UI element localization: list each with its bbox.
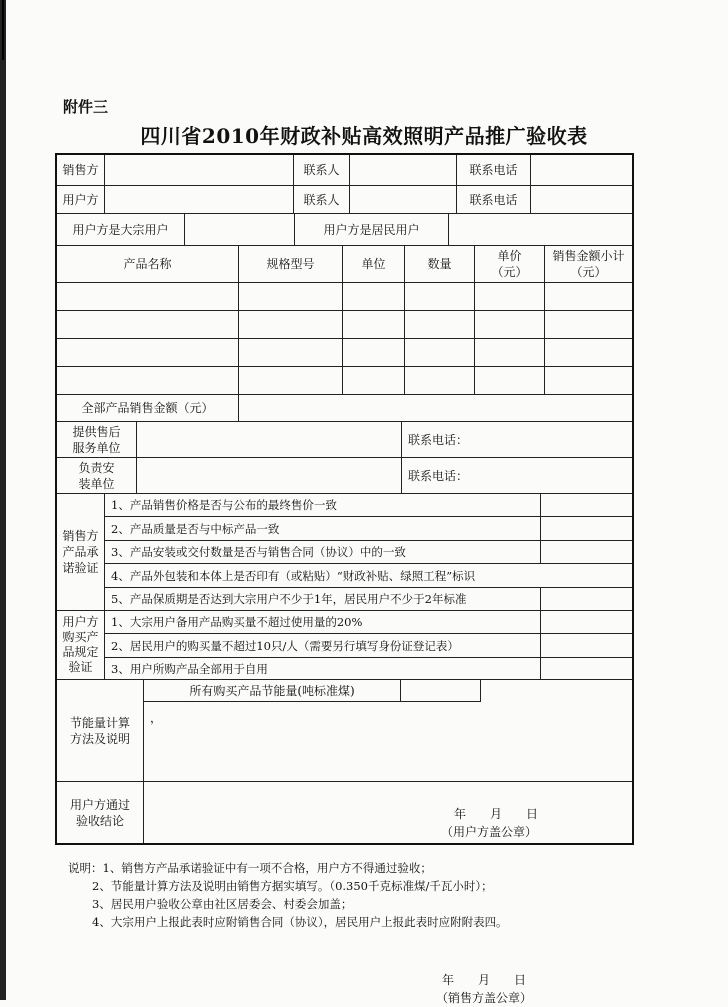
header-subtotal: 销售金额小计 （元）	[545, 246, 632, 283]
product-cell[interactable]	[57, 339, 239, 367]
seller-signature	[436, 971, 532, 1007]
header-price: 单价 （元）	[475, 246, 545, 283]
note-item: 2、节能量计算方法及说明由销售方据实填写。（0.350千克标准煤/千瓦小时）；	[92, 879, 493, 893]
product-cell[interactable]	[405, 367, 475, 395]
conclusion-stamp: （用户方盖公章）	[441, 825, 538, 839]
buyer-contact-label: 联系人	[294, 186, 350, 214]
scan-edge	[0, 0, 6, 1000]
product-cell[interactable]	[343, 311, 405, 339]
conclusion-label: 用户方通过 验收结论	[57, 782, 144, 843]
conclusion-date: 年 月 日	[454, 807, 539, 821]
product-cell[interactable]	[475, 283, 545, 311]
total-amount-label: 全部产品销售金额（元）	[57, 395, 239, 422]
header-unit: 单位	[343, 246, 405, 283]
annex-label: 附件三	[63, 98, 109, 116]
seller-verify-check[interactable]	[541, 541, 632, 564]
product-cell[interactable]	[343, 367, 405, 395]
conclusion-field[interactable]	[144, 782, 632, 843]
buyer-verify-item: 3、用户所购产品全部用于自用	[105, 658, 541, 680]
buyer-verify-label: 用户方 购买产 品规定 验证	[57, 611, 105, 680]
service-unit-label: 提供售后 服务单位	[57, 422, 137, 458]
total-amount-field[interactable]	[239, 395, 632, 422]
service-unit-field[interactable]	[137, 422, 402, 458]
seller-phone-label: 联系电话	[457, 155, 531, 186]
seller-label: 销售方	[57, 155, 105, 186]
product-cell[interactable]	[239, 311, 343, 339]
seller-sign-date: 年 月 日	[442, 973, 527, 987]
buyer-verify-item: 2、居民用户的购买量不超过10只/人（需要另行填写身份证登记表）	[105, 634, 541, 658]
header-qty: 数量	[405, 246, 475, 283]
product-cell[interactable]	[405, 339, 475, 367]
buyer-phone-label: 联系电话	[457, 186, 531, 214]
seller-verify-item: 4、产品外包装和本体上是否印有（或粘贴）“财政补贴、绿照工程”标识	[105, 564, 632, 588]
product-cell[interactable]	[545, 367, 632, 395]
buyer-name-field[interactable]	[105, 186, 294, 214]
seller-phone-field[interactable]	[531, 155, 632, 186]
product-cell[interactable]	[405, 283, 475, 311]
product-cell[interactable]	[475, 367, 545, 395]
buyer-contact-field[interactable]	[350, 186, 457, 214]
service-phone-label: 联系电话：	[408, 432, 469, 447]
note-item: 1、销售方产品承诺验证中有一项不合格，用户方不得通过验收；	[102, 861, 432, 875]
install-phone-label: 联系电话：	[408, 468, 469, 483]
seller-verify-item: 1、产品销售价格是否与公布的最终售价一致	[105, 494, 541, 517]
scan-edge-mark	[2, 0, 4, 60]
product-cell[interactable]	[57, 283, 239, 311]
buyer-verify-check[interactable]	[541, 658, 632, 680]
energy-mark: ，	[150, 711, 163, 725]
page-title: 四川省2010年财政补贴高效照明产品推广验收表	[140, 124, 588, 148]
product-cell[interactable]	[239, 367, 343, 395]
product-cell[interactable]	[343, 283, 405, 311]
buyer-verify-check[interactable]	[541, 634, 632, 658]
product-cell[interactable]	[57, 311, 239, 339]
seller-verify-check[interactable]	[541, 588, 632, 611]
product-cell[interactable]	[57, 367, 239, 395]
product-cell[interactable]	[475, 311, 545, 339]
seller-contact-field[interactable]	[350, 155, 457, 186]
resident-user-field[interactable]	[449, 214, 632, 246]
install-unit-label: 负责安 装单位	[57, 458, 137, 494]
seller-name-field[interactable]	[105, 155, 294, 186]
notes	[68, 859, 508, 931]
buyer-verify-check[interactable]	[541, 611, 632, 634]
buyer-label: 用户方	[57, 186, 105, 214]
energy-saving-label: 所有购买产品节能量(吨标准煤)	[144, 680, 401, 702]
energy-saving-field[interactable]	[401, 680, 481, 702]
service-phone-field[interactable]	[402, 422, 632, 458]
resident-user-label: 用户方是居民用户	[295, 214, 449, 246]
header-model: 规格型号	[239, 246, 343, 283]
energy-blank	[481, 680, 632, 702]
install-phone-field[interactable]	[402, 458, 632, 494]
acceptance-form	[55, 153, 634, 845]
seller-sign-stamp: （销售方盖公章）	[436, 991, 533, 1005]
product-cell[interactable]	[239, 339, 343, 367]
install-unit-field[interactable]	[137, 458, 402, 494]
product-cell[interactable]	[545, 311, 632, 339]
seller-verify-item: 2、产品质量是否与中标产品一致	[105, 517, 541, 541]
seller-verify-item: 3、产品安装或交付数量是否与销售合同（协议）中的一致	[105, 541, 541, 564]
notes-heading: 说明：	[68, 861, 103, 875]
seller-verify-check[interactable]	[541, 494, 632, 517]
product-cell[interactable]	[475, 339, 545, 367]
product-cell[interactable]	[343, 339, 405, 367]
seller-verify-check[interactable]	[541, 517, 632, 541]
product-cell[interactable]	[545, 283, 632, 311]
product-cell[interactable]	[405, 311, 475, 339]
note-item: 4、大宗用户上报此表时应附销售合同（协议），居民用户上报此表时应附附表四。	[92, 915, 508, 929]
product-cell[interactable]	[239, 283, 343, 311]
bulk-user-label: 用户方是大宗用户	[57, 214, 185, 246]
product-cell[interactable]	[545, 339, 632, 367]
seller-verify-item: 5、产品保质期是否达到大宗用户不少于1年，居民用户不少于2年标准	[105, 588, 541, 611]
seller-verify-label: 销售方 产品承 诺验证	[57, 494, 105, 611]
note-item: 3、居民用户验收公章由社区居委会、村委会加盖；	[92, 897, 353, 911]
buyer-verify-item: 1、大宗用户备用产品购买量不超过使用量的20%	[105, 611, 541, 634]
buyer-phone-field[interactable]	[531, 186, 632, 214]
energy-method-field[interactable]	[144, 702, 632, 782]
seller-contact-label: 联系人	[294, 155, 350, 186]
header-product-name: 产品名称	[57, 246, 239, 283]
energy-method-label: 节能量计算 方法及说明	[57, 680, 144, 782]
bulk-user-field[interactable]	[185, 214, 295, 246]
